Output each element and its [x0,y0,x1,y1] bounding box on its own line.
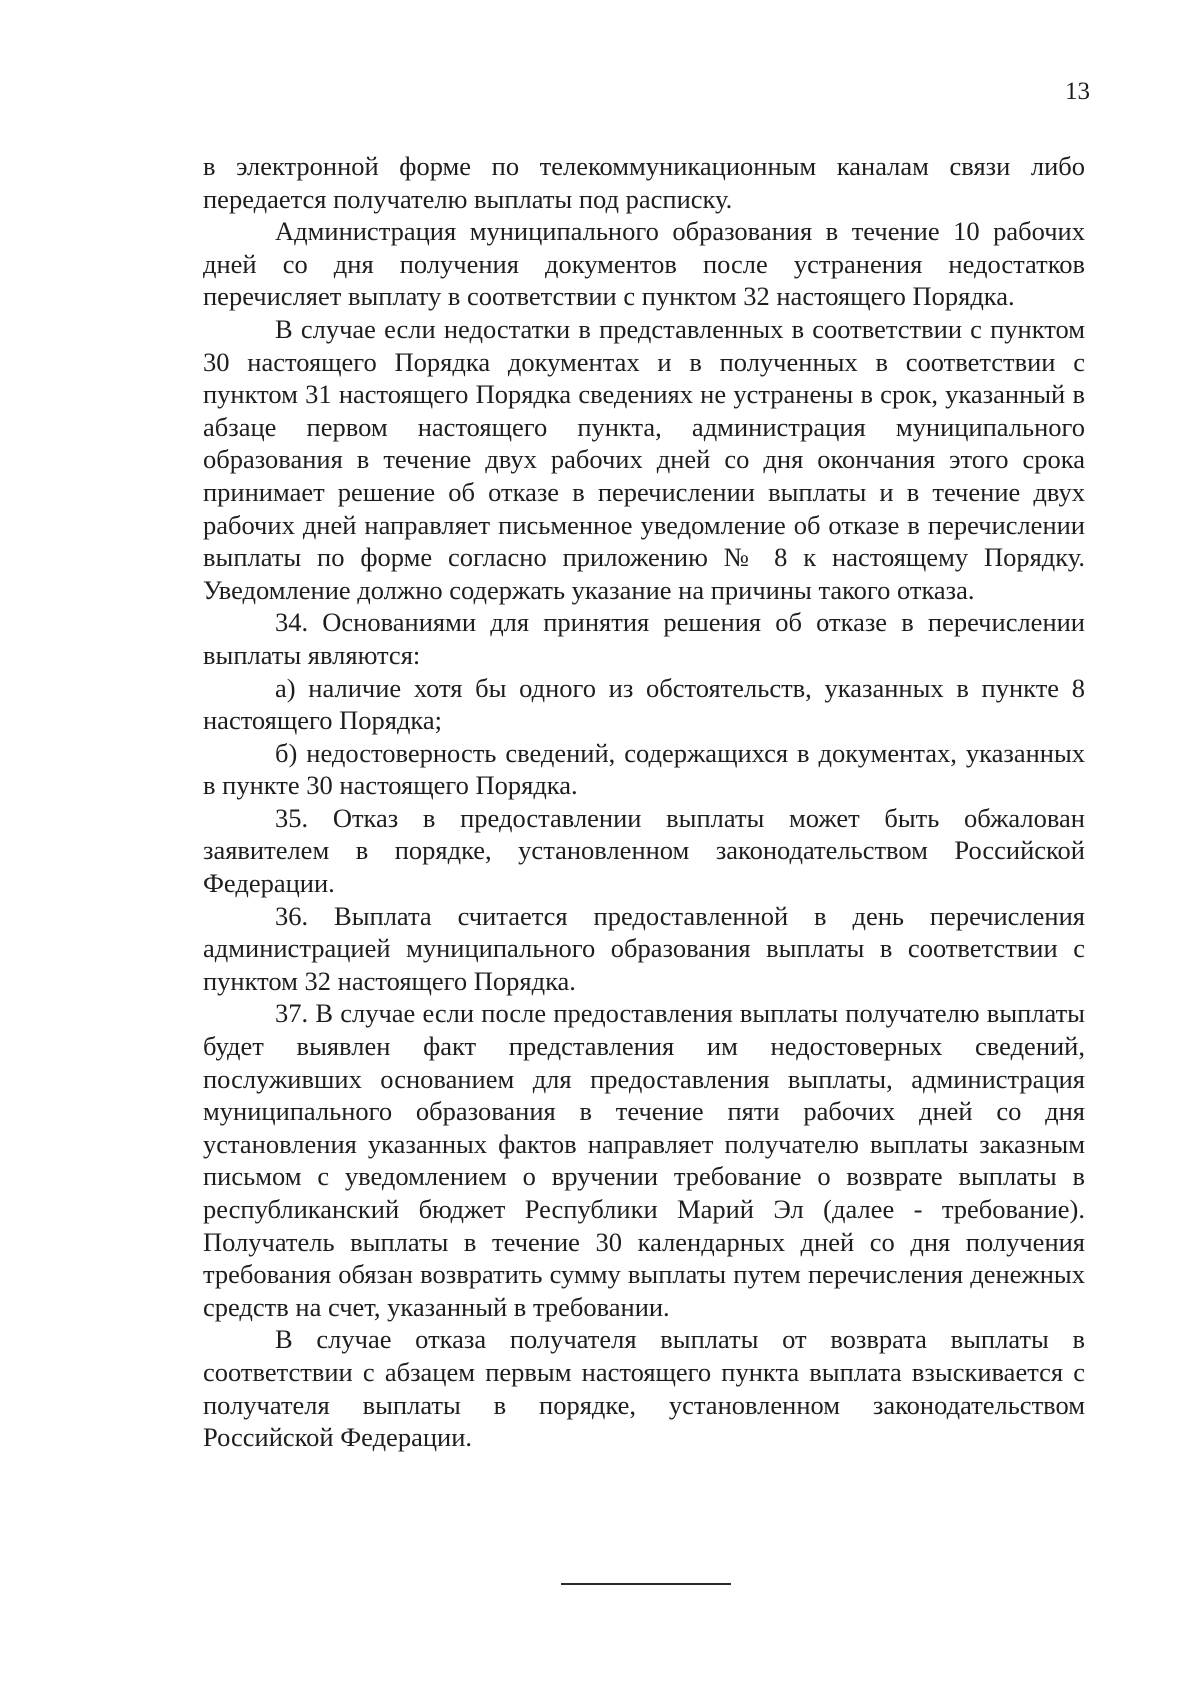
end-of-document-rule [561,1583,731,1585]
paragraph-item-36: 36. Выплата считается предоставленной в день перечисления администрацией муниципального образования выплаты в соответствии с пунктом 32 настоящего Порядка. [203,900,1085,996]
paragraph-item-35: 35. Отказ в предоставлении выплаты может быть обжалован заявителем в порядке, установленном законодательством Российской Федерации. [203,802,1085,899]
document-body [203,150,1085,1454]
paragraph-item-34-a: а) наличие хотя бы одного из обстоятельств, указанных в пункте 8 настоящего Порядка; [203,672,1085,736]
page-number: 13 [1065,78,1090,105]
paragraph-item-34-b: б) недостоверность сведений, содержащихся в документах, указанных в пункте 30 настоящего Порядка. [203,737,1085,801]
paragraph-refusal-to-return: В случае отказа получателя выплаты от возврата выплаты в соответствии с абзацем первым настоящего пункта выплата взыскивается с получателя выплаты в порядке, установленном законодательством Российской Федерации. [203,1324,1085,1453]
paragraph-uncorrected-deficiencies: В случае если недостатки в представленных в соответствии с пунктом 30 настоящего Порядка документах и в полученных в соответствии с пунктом 31 настоящего Порядка сведениях не устранены в срок, указанный в абзаце первом настоящего пункта, администрация муниципального образования в течение двух рабочих дней со дня окончания этого срока принимает решение об отказе в перечислении выплаты и в течение двух рабочих дней направляет письменное уведомление об отказе в перечислении выплаты по форме согласно приложению № 8 к настоящему Порядку. Уведомление должно содержать указание на причины такого отказа. [203,313,1085,605]
paragraph-item-37: 37. В случае если после предоставления выплаты получателю выплаты будет выявлен факт представления им недостоверных сведений, послуживших основанием для предоставления выплаты, администрация муниципального образования в течение пяти рабочих дней со дня установления указанных фактов направляет получателю выплаты заказным письмом с уведомлением о вручении требование о возврате выплаты в республиканский бюджет Республики Марий Эл (далее - требование). Получатель выплаты в течение 30 календарных дней со дня получения требования обязан возвратить сумму выплаты путем перечисления денежных средств на счет, указанный в требовании. [203,998,1085,1322]
paragraph-item-34: 34. Основаниями для принятия решения об отказе в перечислении выплаты являются: [203,607,1085,670]
paragraph-administration-transfer: Администрация муниципального образования в течение 10 рабочих дней со дня получения документов после устранения недостатков перечисляет выплату в соответствии с пунктом 32 настоящего Порядка. [203,216,1085,312]
paragraph-continuation: в электронной форме по телекоммуникационным каналам связи либо передается получателю выплаты под расписку. [203,151,1085,214]
